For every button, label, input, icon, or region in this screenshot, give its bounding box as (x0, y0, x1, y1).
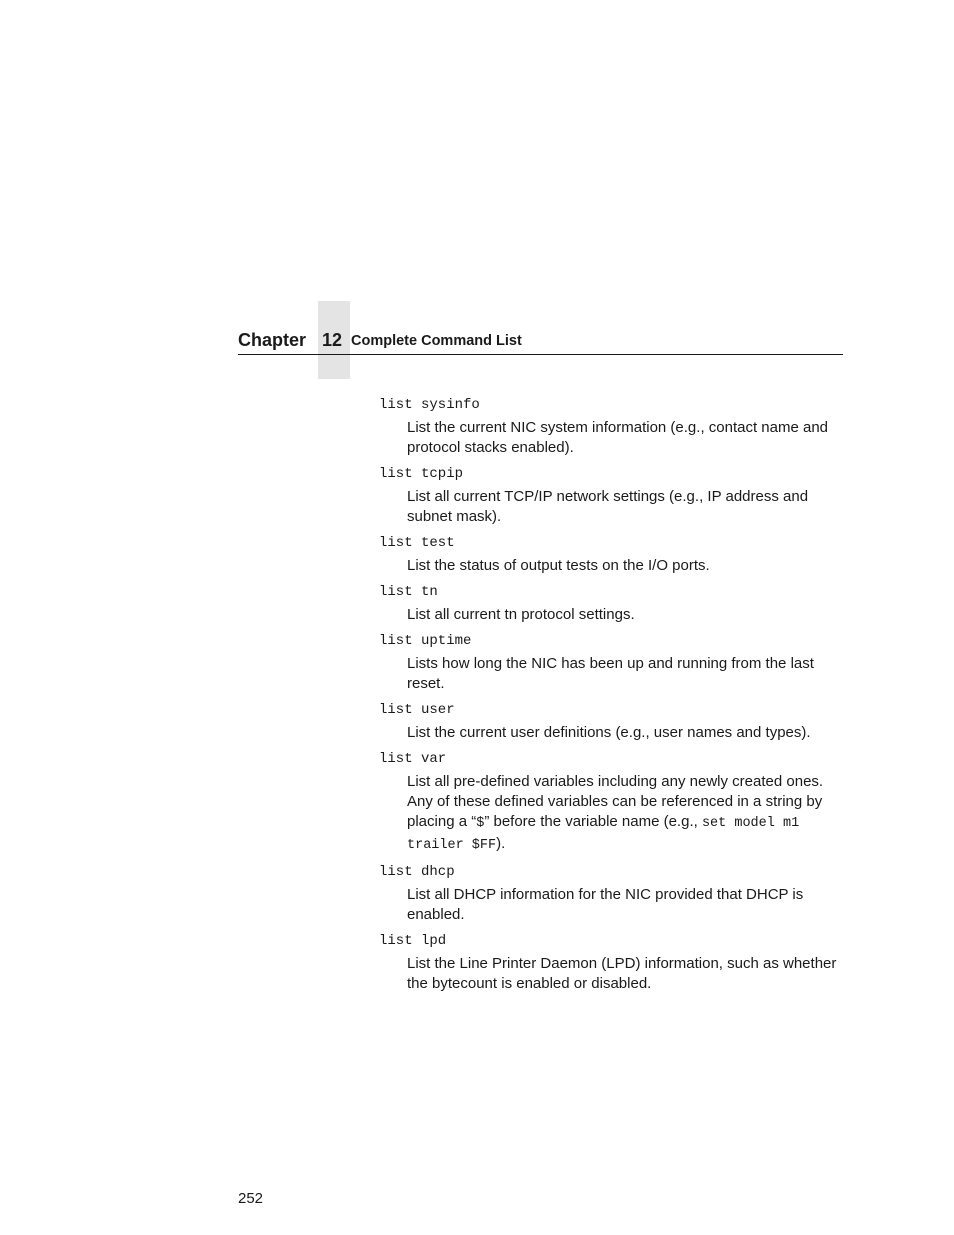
example-code: set model m1 trailer $FF (407, 816, 800, 853)
variable-prefix-code: $ (476, 816, 485, 831)
command-description: List the current user definitions (e.g., user names and types). (407, 724, 811, 741)
command-name: list lpd (379, 933, 447, 949)
command-entry-user (379, 700, 843, 743)
command-name: list test (379, 535, 455, 551)
description-text: ” before the variable name (e.g., (484, 813, 702, 830)
chapter-number: 12 (322, 330, 343, 350)
command-list (379, 395, 843, 1000)
description-text: List all pre-defined variables including any newly created ones. Any of these defined variables can be referenced in a string by placing a “ (407, 773, 824, 830)
command-name: list user (379, 702, 455, 718)
command-description (407, 772, 843, 856)
command-name: list dhcp (379, 864, 455, 880)
command-name: list uptime (379, 633, 472, 649)
command-description: Lists how long the NIC has been up and running from the last reset. (407, 655, 814, 692)
command-name: list tcpip (379, 466, 464, 482)
command-description: List all current tn protocol settings. (407, 606, 635, 623)
command-entry-test (379, 533, 843, 576)
command-name: list var (379, 751, 447, 767)
command-entry-uptime (379, 631, 843, 694)
command-entry-sysinfo (379, 395, 843, 458)
command-description: List the current NIC system information (e.g., contact name and protocol stacks enabled). (407, 419, 829, 456)
chapter-title: Complete Command List (351, 333, 522, 349)
command-name: list sysinfo (379, 397, 480, 413)
command-name: list tn (379, 584, 438, 600)
command-description: List all current TCP/IP network settings (e.g., IP address and subnet mask). (407, 488, 809, 525)
command-description: List the status of output tests on the I/O ports. (407, 557, 710, 574)
command-description: List the Line Printer Daemon (LPD) information, such as whether the bytecount is enabled or disabled. (407, 955, 837, 992)
command-entry-tcpip (379, 464, 843, 527)
chapter-label: Chapter (238, 330, 307, 350)
command-description: List all DHCP information for the NIC provided that DHCP is enabled. (407, 886, 804, 923)
command-entry-tn (379, 582, 843, 625)
command-entry-lpd (379, 931, 843, 994)
page-number: 252 (238, 1190, 264, 1207)
command-entry-var (379, 749, 843, 856)
description-text: ). (496, 835, 506, 852)
header-rule (238, 354, 843, 355)
command-entry-dhcp (379, 862, 843, 925)
